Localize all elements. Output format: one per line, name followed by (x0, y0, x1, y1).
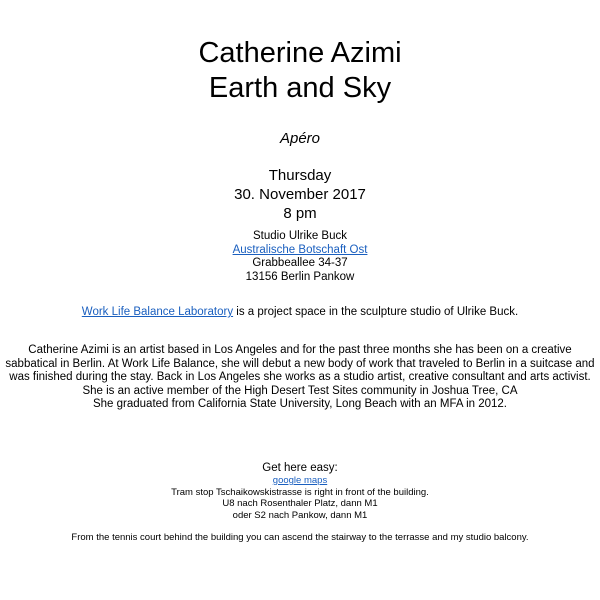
artist-bio (0, 344, 600, 412)
bio-line: She graduated from California State University, Long Beach with an MFA in 2012. (92, 398, 508, 410)
event-subtitle: Apéro (279, 130, 321, 147)
bio-line: Catherine Azimi is an artist based in Los Angeles and for the past three months she has been on a creative (28, 344, 572, 356)
event-date: 30. November 2017 (234, 186, 366, 203)
directions-line: U8 nach Rosenthaler Platz, dann M1 (222, 498, 378, 509)
intro-paragraph (0, 305, 600, 319)
venue-street: Grabbeallee 34-37 (252, 257, 348, 269)
venue-studio: Studio Ulrike Buck (253, 230, 347, 242)
bio-line: She is an active member of the High Desert Test Sites community in Joshua Tree, CA (82, 384, 518, 397)
intro-text: is a project space in the sculpture studio of Ulrike Buck. (233, 306, 519, 318)
google-maps-link[interactable]: google maps (272, 475, 328, 486)
directions-heading: Get here easy: (262, 462, 338, 474)
event-time: 8 pm (283, 205, 317, 222)
directions-line: Tram stop Tschaikowskistrasse is right in front of the building. (171, 486, 429, 498)
venue-city: 13156 Berlin Pankow (245, 270, 355, 283)
event-day: Thursday (268, 167, 332, 184)
title-exhibition-name: Earth and Sky (208, 72, 392, 104)
bio-line: sabbatical in Berlin. At Work Life Balance, she will debut a new body of work that traveled to Berlin in a suitcase and (5, 357, 595, 370)
title-artist-name: Catherine Azimi (198, 37, 402, 69)
venue-address (0, 230, 600, 284)
project-space-link[interactable]: Work Life Balance Laboratory (81, 306, 234, 318)
footnote: From the tennis court behind the building you can ascend the stairway to the terrasse and my studio balcony. (71, 532, 529, 543)
event-datetime (0, 166, 600, 223)
venue-link[interactable]: Australische Botschaft Ost (232, 243, 368, 256)
bio-line: was finished during the stay. Back in Los Angeles she works as a studio artist, creative consultant and arts activist. (9, 371, 591, 383)
directions-line: oder S2 nach Pankow, dann M1 (232, 509, 368, 521)
directions (0, 462, 600, 521)
